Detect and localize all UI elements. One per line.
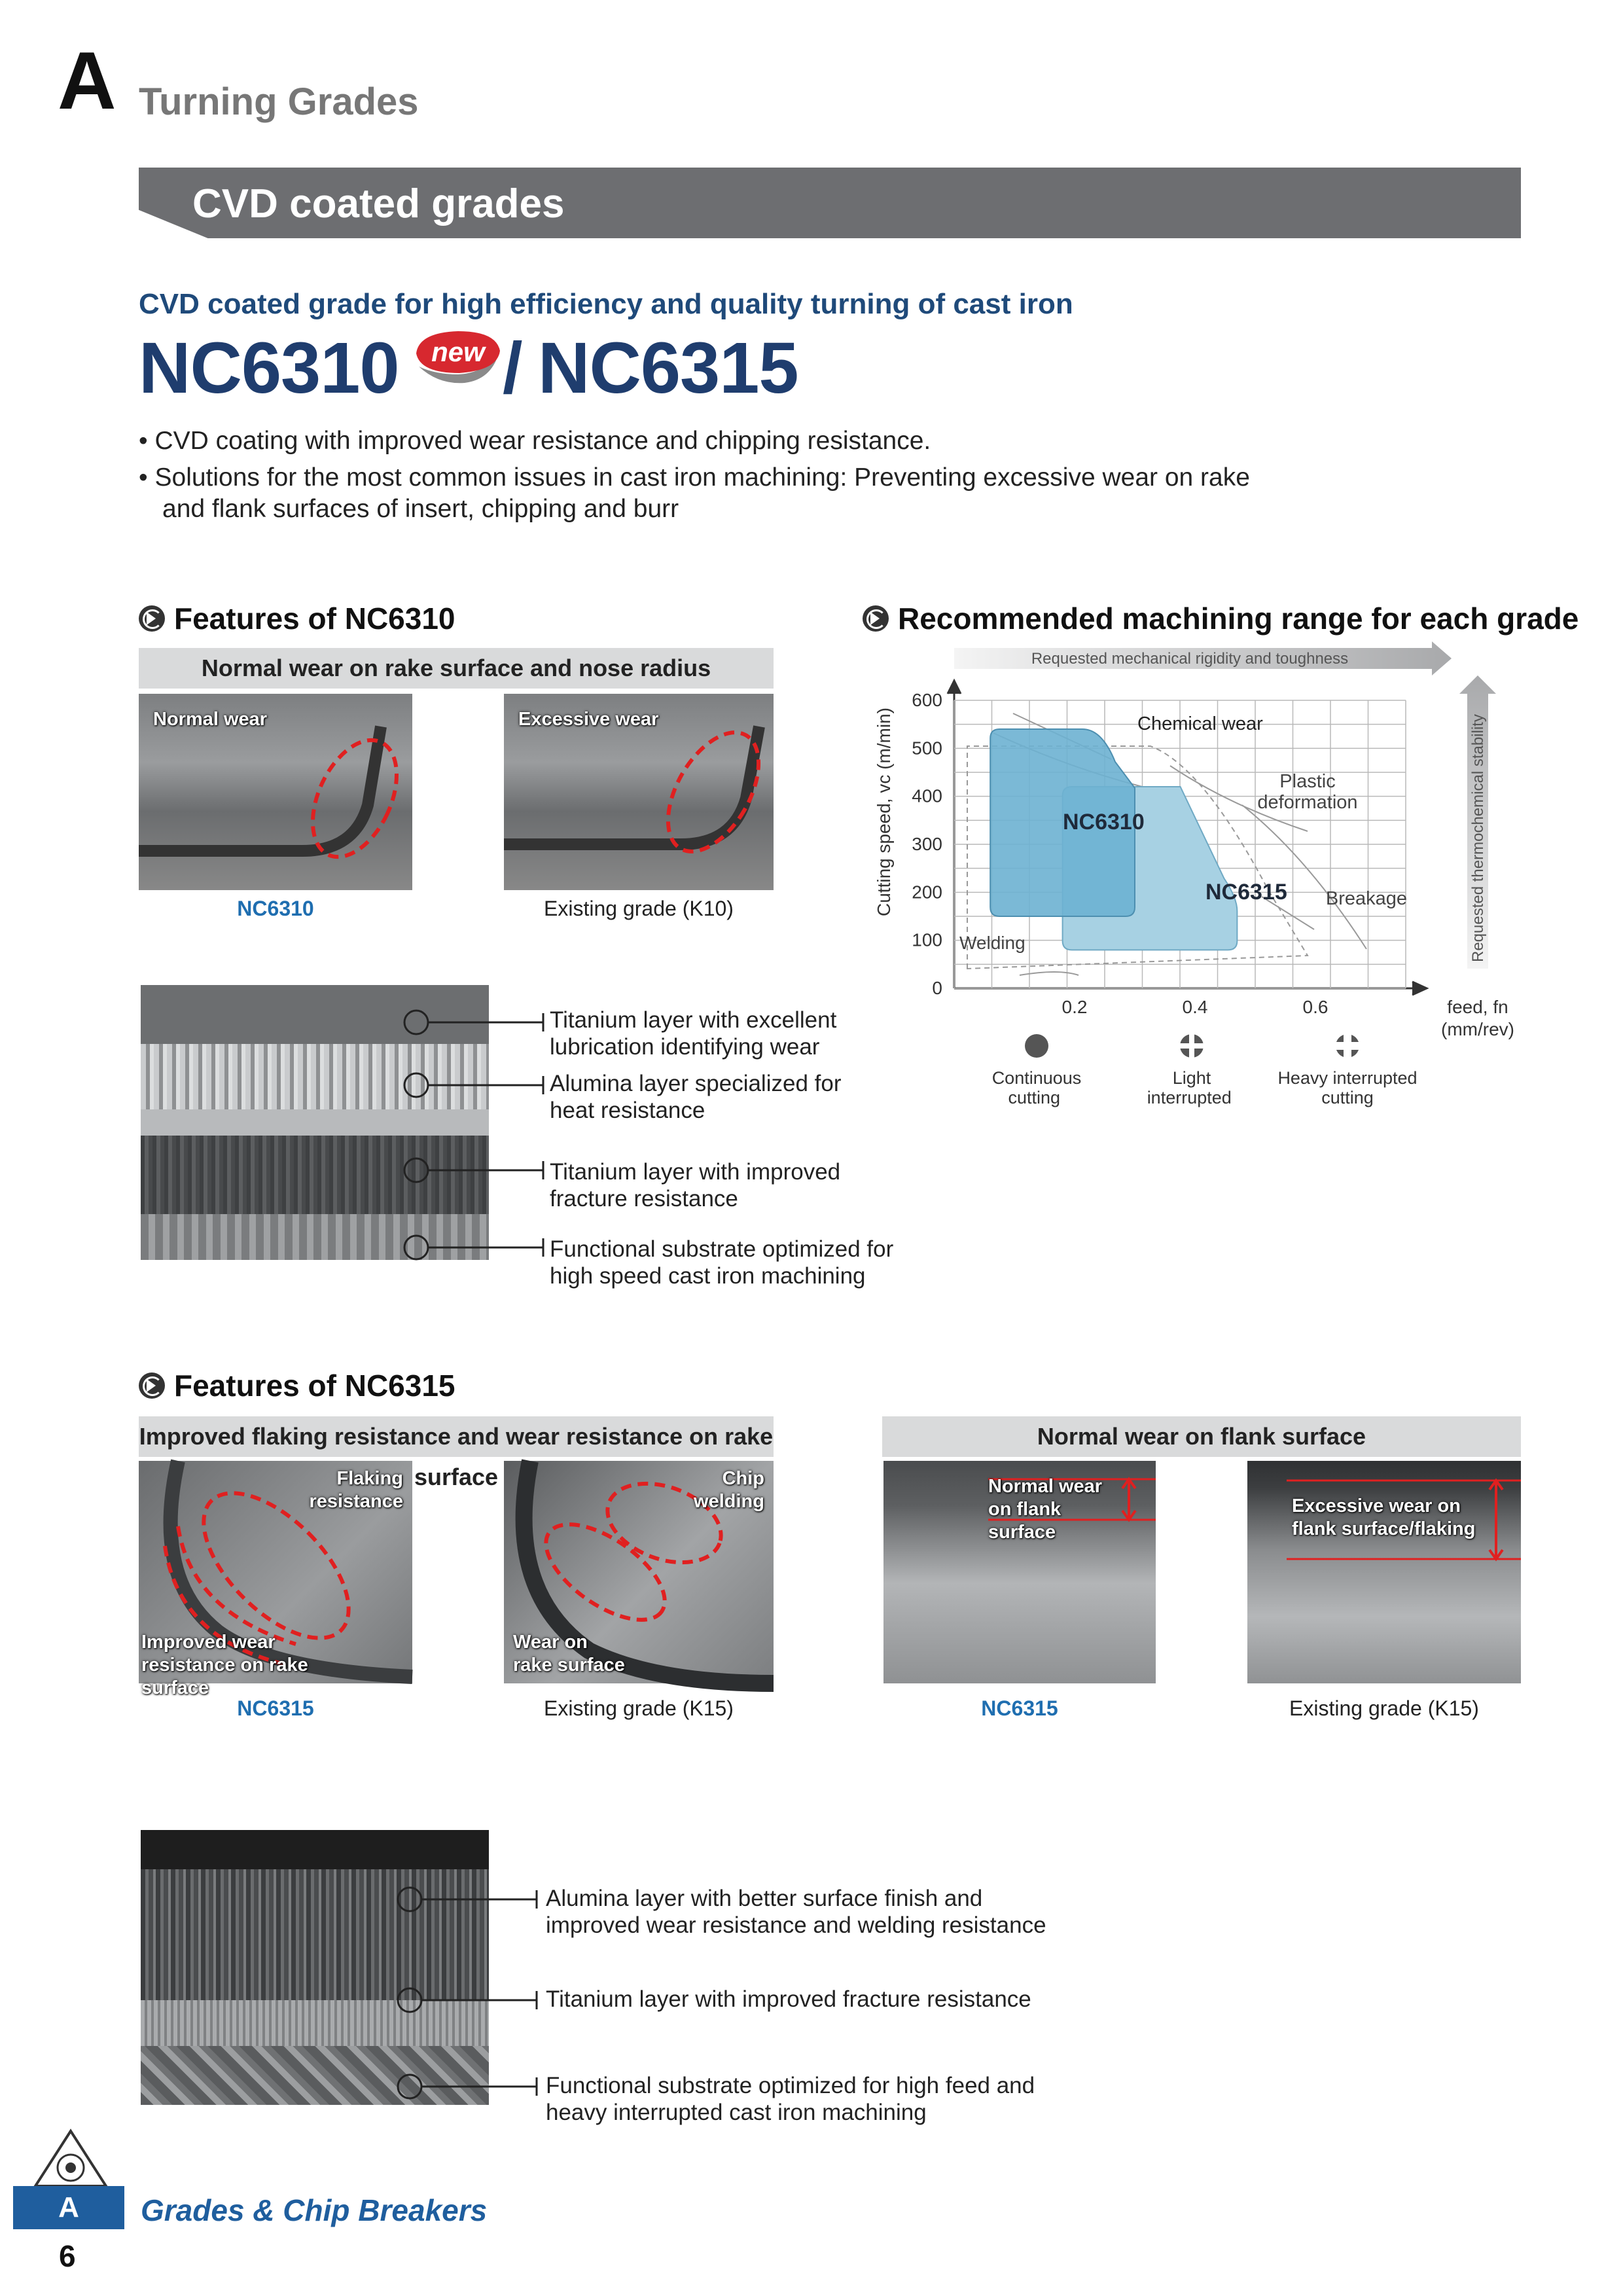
caption-k15: Existing grade (K15) [1289,1696,1479,1720]
layer-label: Functional substrate optimized for high feed and heavy interrupted cast iron machining [546,2073,1035,2126]
layer-label: Alumina layer specialized for heat resistance [550,1071,842,1124]
photo-chip-welding: Chip welding Wear on rake surface [504,1461,774,1683]
caption-k15: Existing grade (K15) [544,1696,734,1720]
x-axis-label: feed, fn (mm/rev) [1441,997,1514,1039]
layer-label: Titanium layer with improved fracture resistance [546,1986,1031,2012]
separator: / [503,328,522,408]
photo-normal-flank-wear: Normal wear on flank surface [883,1461,1156,1683]
range-heading: Recommended machining range for each grade [863,601,1578,636]
bullet-item: • Solutions for the most common issues in cast iron machining: Preventing excessive wear on rake and flank surfaces of insert, chipping and burr [139,463,1250,523]
layer-label: Titanium layer with excellent lubrication identifying wear [550,1007,837,1060]
features-nc6310-bar: Normal wear on rake surface and nose radius [139,648,774,689]
bullet-item: • CVD coating with improved wear resistance and chipping resistance. [139,427,931,455]
continuous-cutting-icon [1025,1034,1048,1058]
machining-range-chart [863,641,1524,1139]
y-tick-label: 0 [932,978,942,998]
footer-section-tab: A [13,2186,124,2229]
layer-callout-lines [393,1885,550,2108]
insert-logo-icon [31,2127,110,2190]
product-nc6315: NC6315 [538,328,798,408]
y-tick-label: 600 [912,690,942,710]
wear-highlight-icon [504,694,774,890]
measure-arrow-icon [1489,1480,1503,1559]
region-welding: Welding [959,933,1026,953]
caption-nc6315: NC6315 [981,1696,1058,1720]
section-letter: A [58,36,116,126]
footer-title: Grades & Chip Breakers [141,2193,488,2227]
layer-label: Alumina layer with better surface finish and improved wear resistance and welding resistance [546,1886,1046,1939]
photo-excessive-wear: Excessive wear [504,694,774,890]
region-breakage: Breakage [1325,888,1408,909]
caption-nc6310: NC6310 [237,897,314,920]
layer-label: Functional substrate optimized for high speed cast iron machining [550,1236,894,1289]
new-badge [412,327,504,386]
wear-highlight-icon [139,694,412,890]
features-nc6315-bar-right: Normal wear on flank surface [882,1416,1521,1457]
cutting-type-label: Continuous cutting Light interrupted Heavy interrupted cutting [991,1068,1418,1107]
x-tick-label: 0.2 [1061,997,1088,1017]
y-tick-label: 300 [912,834,942,854]
arrow-label: Requested mechanical rigidity and toughness [1031,650,1349,668]
region-plastic-deformation: Plastic deformation [1257,771,1358,813]
region-chemical-wear: Chemical wear [1137,713,1263,734]
bullet-list [139,425,1291,530]
features-nc6310-heading: Features of NC6310 [139,601,455,636]
photo-normal-wear: Normal wear [139,694,412,890]
y-tick-label: 200 [912,882,942,903]
x-tick-label: 0.4 [1182,997,1208,1017]
light-interrupted-icon [1180,1034,1204,1058]
photo-flaking-resistance: Flaking resistance Improved wear resistance on rake surface [139,1461,412,1683]
y-tick-label: 100 [912,929,942,950]
new-badge-text: new [431,336,485,367]
features-nc6315-bar-left: Improved flaking resistance and wear resistance on rake surface [139,1416,774,1457]
x-tick-label: 0.6 [1302,997,1329,1017]
caption-nc6315: NC6315 [237,1696,314,1720]
grade-label-nc6310: NC6310 [1063,810,1145,834]
y-axis-label: Cutting speed, vc (m/min) [874,708,894,916]
layer-label: Titanium layer with improved fracture resistance [550,1159,841,1212]
arrow-circle-icon [863,605,889,632]
photo-excessive-flank-wear: Excessive wear on flank surface/flaking [1247,1461,1521,1683]
arrow-circle-icon [139,605,165,632]
product-nc6310: NC6310 [139,328,399,408]
section-title: Turning Grades [139,81,419,123]
layer-callout-lines [393,995,550,1270]
vertical-arrow-label: Requested thermochemical stability [1469,714,1487,962]
grade-label-nc6315: NC6315 [1205,880,1287,905]
subtitle: CVD coated grade for high efficiency and quality turning of cast iron [139,288,1073,320]
caption-k10: Existing grade (K10) [544,897,734,920]
banner-title: CVD coated grades [192,181,565,226]
y-tick-label: 400 [912,785,942,806]
arrow-circle-icon [139,1372,165,1399]
features-nc6315-heading: Features of NC6315 [139,1368,455,1403]
heavy-interrupted-icon [1336,1034,1359,1058]
page-number: 6 [59,2239,76,2273]
y-tick-label: 500 [912,738,942,759]
